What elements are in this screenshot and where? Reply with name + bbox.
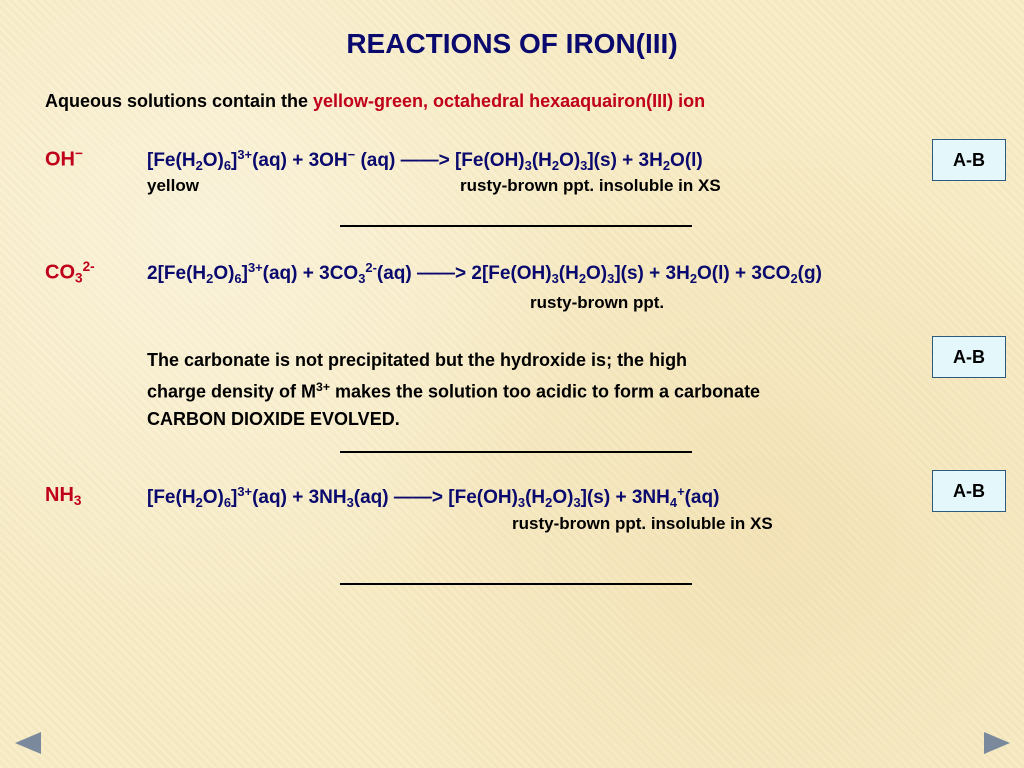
reagent-carbonate-sub: 3 xyxy=(75,270,83,286)
note-ammonia-product: rusty-brown ppt. insoluble in XS xyxy=(512,514,773,533)
ab-badge-hydroxide[interactable]: A-B xyxy=(932,139,1006,181)
equation-hydroxide: $[Fe(H_2O)_6]^{3+}(aq) + 3OH^-$ (aq) ——> $[Fe(OH)_3(H_2O)_3](s) + 3H_2O(l)$ xyxy=(147,147,703,173)
equation-carbonate: $2[Fe(H_2O)_6]^{3+}(aq) + 3CO_3^{2-}(aq)$ ——> $2[Fe(OH)_3(H_2O)_3](s) + 3H_2O(l) + 3CO_2(g)$ xyxy=(147,260,822,286)
note-hydroxide-product: rusty-brown ppt. insoluble in XS xyxy=(460,176,721,195)
divider-line xyxy=(340,225,692,227)
explanation-line-2: charge density of $M^{3+}$ makes the solution too acidic to form a carbonate xyxy=(147,380,761,402)
reagent-ammonia-sub: 3 xyxy=(73,493,82,509)
reagent-carbonate xyxy=(45,259,95,286)
reagent-hydroxide-charge: − xyxy=(75,146,83,161)
divider-line xyxy=(340,583,692,585)
intro-text: Aqueous solutions contain the xyxy=(45,91,314,111)
note-hydroxide-reactant: yellow xyxy=(147,176,199,195)
reagent-ammonia xyxy=(45,484,81,508)
triangle-left-icon[interactable] xyxy=(15,732,41,754)
slide-title: REACTIONS OF IRON(III) xyxy=(346,28,678,59)
reagent-ammonia-formula: NH xyxy=(45,484,74,506)
explanation-line-3: CARBON DIOXIDE EVOLVED. xyxy=(147,408,400,429)
carbonate-explanation xyxy=(147,347,760,433)
equation-ammonia: $[Fe(H_2O)_6]^{3+}(aq) + 3NH_3(aq)$ ——> $[Fe(OH)_3(H_2O)_3](s) + 3NH_4^+(aq)$ xyxy=(147,484,720,510)
reagent-hydroxide-formula: OH xyxy=(45,148,75,171)
reagent-carbonate-charge: 2- xyxy=(82,259,95,274)
intro-highlight: yellow-green, octahedral hexaaquairon(III) ion xyxy=(313,91,706,111)
reagent-hydroxide xyxy=(45,146,83,171)
triangle-right-icon[interactable] xyxy=(984,732,1010,754)
intro-line xyxy=(45,91,705,112)
reagent-carbonate-formula: CO xyxy=(45,261,75,284)
divider-line xyxy=(340,451,692,453)
explanation-line-1: The carbonate is not precipitated but the hydroxide is; the high xyxy=(147,350,688,370)
ab-badge-ammonia[interactable]: A-B xyxy=(932,470,1006,512)
ab-badge-carbonate[interactable]: A-B xyxy=(932,336,1006,378)
note-carbonate-product: rusty-brown ppt. xyxy=(530,293,665,312)
